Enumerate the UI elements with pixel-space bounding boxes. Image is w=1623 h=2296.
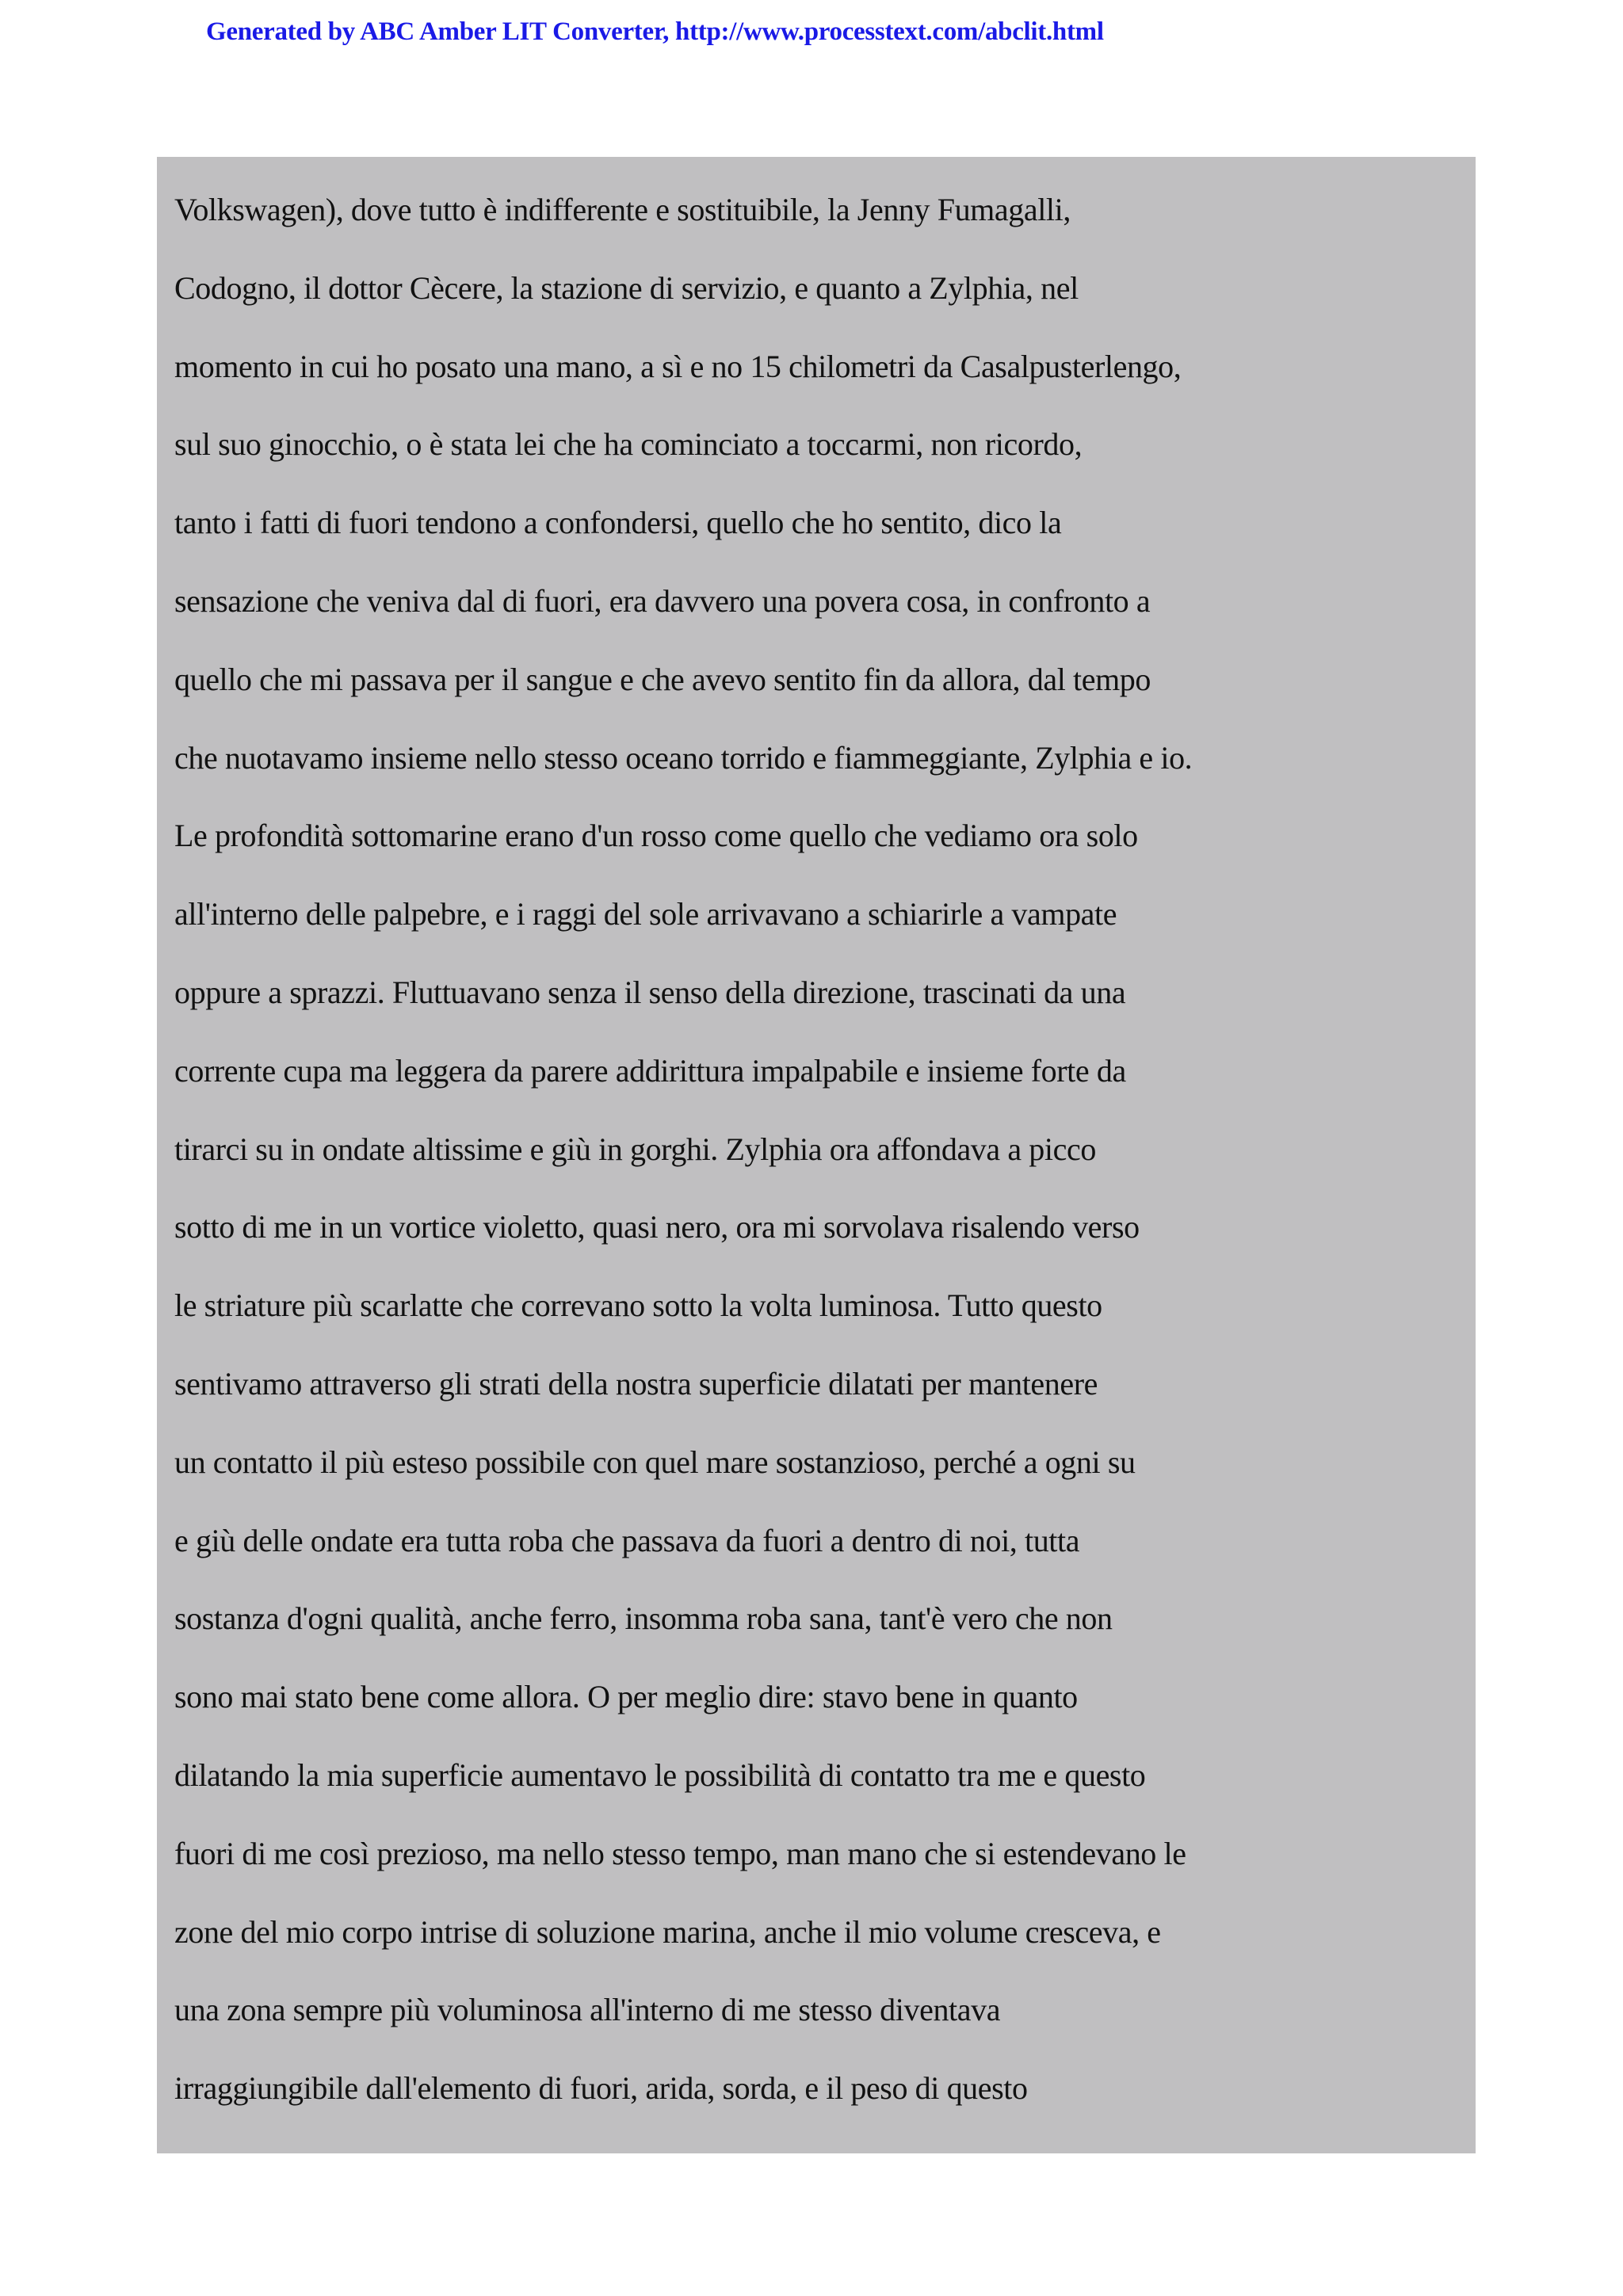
text-line-12: corrente cupa ma leggera da parere addirittura impalpabile e insieme forte da [174, 1052, 1126, 1089]
converter-header-link[interactable]: Generated by ABC Amber LIT Converter, http://www.processtext.com/abclit.html [206, 17, 1104, 46]
text-line-15: le striature più scarlatte che correvano sotto la volta luminosa. Tutto questo [174, 1287, 1102, 1324]
text-line-3: momento in cui ho posato una mano, a sì e no 15 chilometri da Casalpusterlengo, [174, 348, 1182, 384]
document-page [157, 157, 1476, 2153]
text-line-23: zone del mio corpo intrise di soluzione marina, anche il mio volume cresceva, e [174, 1913, 1161, 1950]
text-line-18: e giù delle ondate era tutta roba che passava da fuori a dentro di noi, tutta [174, 1522, 1080, 1558]
text-line-2: Codogno, il dottor Cècere, la stazione di servizio, e quanto a Zylphia, nel [174, 269, 1079, 306]
text-line-16: sentivamo attraverso gli strati della nostra superficie dilatati per mantenere [174, 1365, 1098, 1402]
text-line-4: sul suo ginocchio, o è stata lei che ha cominciato a toccarmi, non ricordo, [174, 426, 1083, 463]
document-text [174, 190, 1458, 2147]
text-line-9: Le profondità sottomarine erano d'un rosso come quello che vediamo ora solo [174, 818, 1138, 854]
text-line-14: sotto di me in un vortice violetto, quasi nero, ora mi sorvolava risalendo verso [174, 1209, 1140, 1245]
text-line-11: oppure a sprazzi. Fluttuavano senza il senso della direzione, trascinati da una [174, 974, 1126, 1010]
text-line-8: che nuotavamo insieme nello stesso oceano torrido e fiammeggiante, Zylphia e io. [174, 739, 1193, 776]
text-line-13: tirarci su in ondate altissime e giù in gorghi. Zylphia ora affondava a picco [174, 1131, 1096, 1167]
text-line-10: all'interno delle palpebre, e i raggi del sole arrivavano a schiarirle a vampate [174, 896, 1117, 933]
text-line-5: tanto i fatti di fuori tendono a confondersi, quello che ho sentito, dico la [174, 505, 1062, 541]
text-line-22: fuori di me così prezioso, ma nello stesso tempo, man mano che si estendevano le [174, 1835, 1186, 1871]
text-line-7: quello che mi passava per il sangue e che avevo sentito fin da allora, dal tempo [174, 661, 1151, 697]
text-line-20: sono mai stato bene come allora. O per meglio dire: stavo bene in quanto [174, 1679, 1078, 1715]
text-line-19: sostanza d'ogni qualità, anche ferro, insomma roba sana, tant'è vero che non [174, 1600, 1113, 1637]
text-line-25: irraggiungibile dall'elemento di fuori, arida, sorda, e il peso di questo [174, 2070, 1028, 2107]
text-line-21: dilatando la mia superficie aumentavo le possibilità di contatto tra me e questo [174, 1756, 1146, 1793]
text-line-17: un contatto il più esteso possibile con quel mare sostanzioso, perché a ogni su [174, 1444, 1136, 1480]
text-line-6: sensazione che veniva dal di fuori, era davvero una povera cosa, in confronto a [174, 582, 1151, 619]
text-line-1: Volkswagen), dove tutto è indifferente e sostituibile, la Jenny Fumagalli, [174, 192, 1071, 227]
text-line-24: una zona sempre più voluminosa all'interno di me stesso diventava [174, 1992, 1001, 2028]
